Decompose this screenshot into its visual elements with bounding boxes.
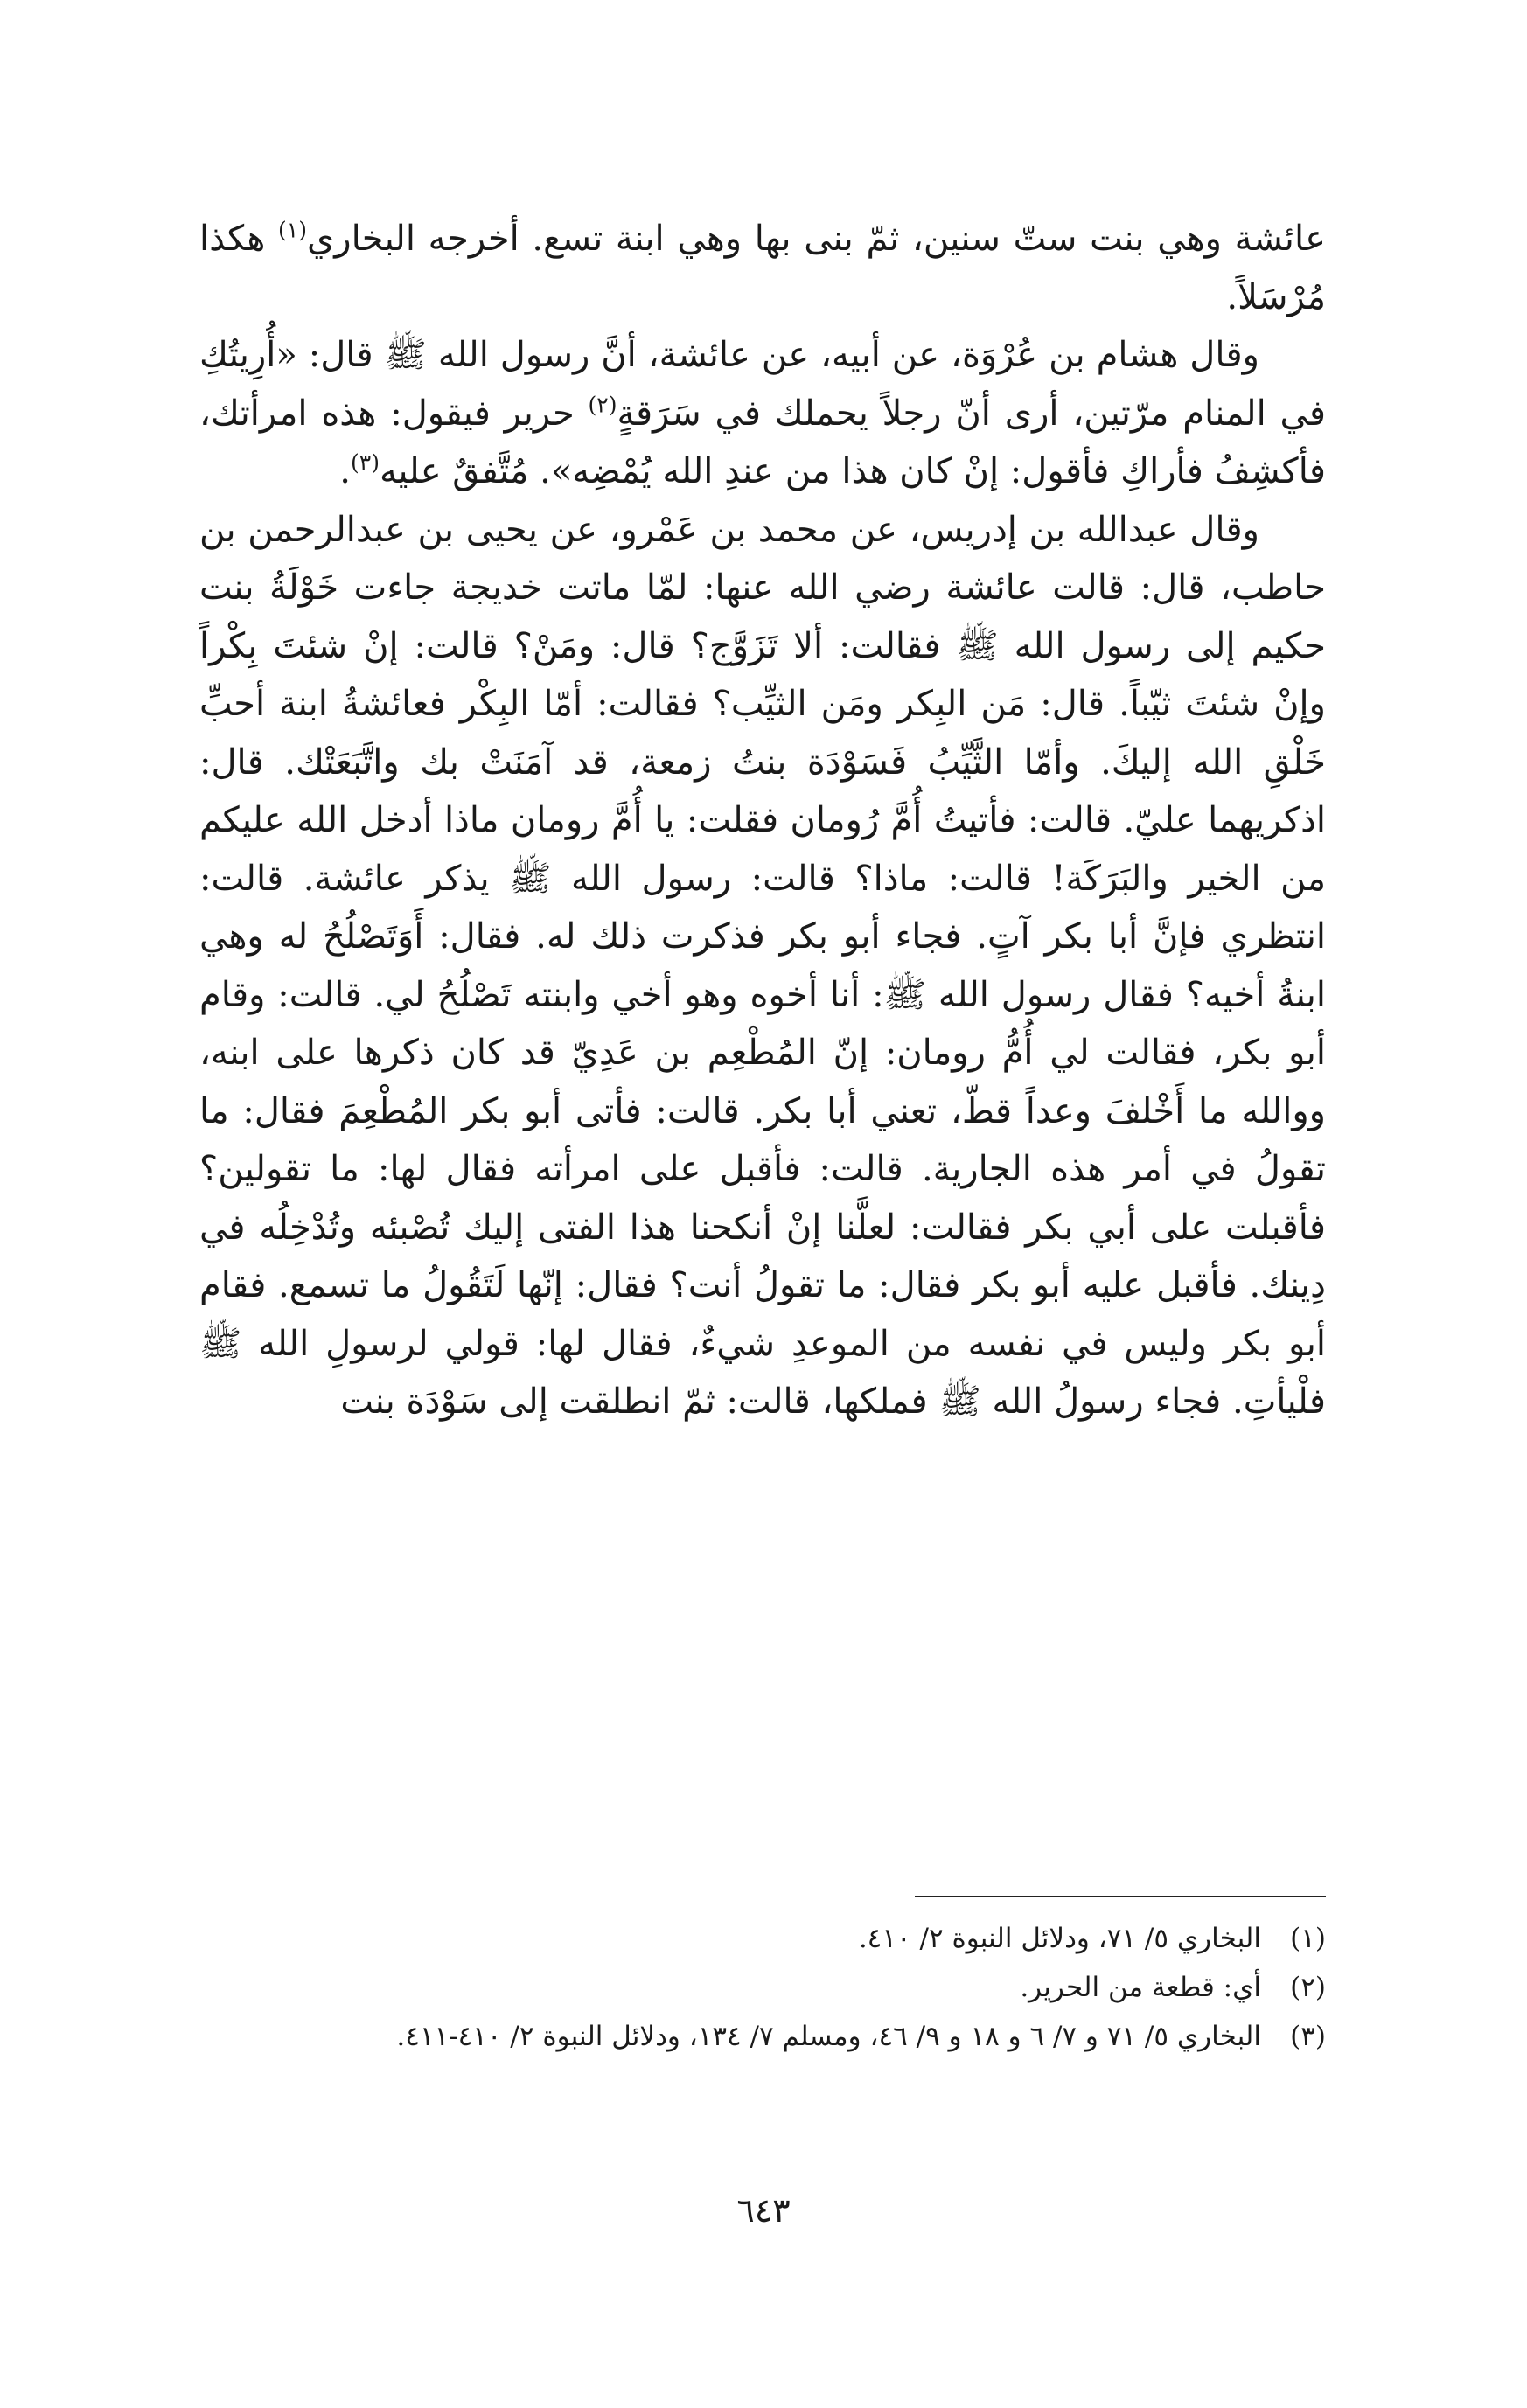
paragraph-1-text-a: عائشة وهي بنت ستّ سنين، ثمّ بنى بها وهي ابنة تسع. أخرجه البخاري [306, 219, 1326, 259]
footnote-1 [199, 1917, 1326, 1960]
footnote-2-number: (٢) [1290, 1972, 1326, 2003]
paragraph-2-text-b: حرير فيقول: هذه امرأتك، فأكشِفُ فأراكِ فأقول: إنْ كان هذا من عندِ الله يُمْضِه». مُتَّفقٌ عليه [199, 393, 1326, 491]
footnote-2 [199, 1966, 1326, 2009]
footnote-ref-3: (٣) [351, 449, 380, 476]
footnote-1-number: (١) [1290, 1923, 1326, 1954]
paragraph-1 [199, 210, 1326, 326]
page-number: ٦٤٣ [736, 2191, 791, 2230]
paragraph-2-text-a: وقال هشام بن عُرْوَة، عن أبيه، عن عائشة، أنَّ رسول الله ﷺ قال: «أُرِيتُكِ في المنام مرّتين، أرى أنّ رجلاً يحملك في سَرَقةٍ [199, 335, 1326, 434]
footnote-3 [199, 2015, 1326, 2058]
footnote-2-text: أي: قطعة من الحرير. [1020, 1972, 1261, 2003]
paragraph-2-text-c: . [339, 451, 351, 491]
footnotes [199, 1917, 1326, 2064]
paragraph-2 [199, 326, 1326, 501]
paragraph-1-text-b: هكذا مُرْسَلاً. [199, 219, 1326, 317]
footnote-ref-1: (١) [277, 217, 307, 243]
footnote-1-text: البخاري ٥/ ٧١، ودلائل النبوة ٢/ ٤١٠. [858, 1923, 1261, 1954]
footnote-divider [915, 1896, 1326, 1897]
paragraph-3 [199, 501, 1326, 1431]
main-text [199, 210, 1326, 1431]
footnote-3-text: البخاري ٥/ ٧١ و ٧/ ٦ و ١٨ و ٩/ ٤٦، ومسلم ٧/ ١٣٤، ودلائل النبوة ٢/ ٤١٠-٤١١. [396, 2021, 1261, 2052]
footnote-ref-2: (٢) [588, 392, 617, 418]
footnote-3-number: (٣) [1290, 2021, 1326, 2052]
paragraph-3-text: وقال عبدالله بن إدريس، عن محمد بن عَمْرو، عن يحيى بن عبدالرحمن بن حاطب، قال: قالت عائشة رضي الله عنها: لمّا ماتت خديجة جاءت خَوْلَةُ بنت حكيم إلى رسول الله ﷺ فقالت: ألا تَزَوَّج؟ قال: ومَنْ؟ قالت: إنْ شئتَ بِكْراً وإنْ شئتَ ثيّباً. قال: مَن البِكر ومَن الثيِّب؟ فقالت: أمّا البِكْر فعائشةُ ابنة أحبِّ خَلْقِ الله إليكَ. وأمّا الثَّيِّبُ فَسَوْدَة بنتُ زمعة، قد آمَنَتْ بك واتَّبَعَتْك. قال: اذكريهما عليّ. قالت: فأتيتُ أُمَّ رُومان فقلت: يا أُمَّ رومان ماذا أدخل الله عليكم من الخير والبَرَكَة! قالت: ماذا؟ قالت: رسول الله ﷺ يذكر عائشة. قالت: انتظري فإنَّ أبا بكر آتٍ. فجاء أبو بكر فذكرت ذلك له. فقال: أَوَتَصْلُحُ له وهي ابنةُ أخيه؟ فقال رسول الله ﷺ: أنا أخوه وهو أخي وابنته تَصْلُحُ لي. قالت: وقام أبو بكر، فقالت لي أُمُّ رومان: إنّ المُطْعِم بن عَدِيّ قد كان ذكرها على ابنه، ووالله ما أَخْلفَ وعداً قطّ، تعني أبا بكر. قالت: فأتى أبو بكر المُطْعِمَ فقال: ما تقولُ في أمر هذه الجارية. قالت: فأقبل على امرأته فقال لها: ما تقولين؟ فأقبلت على أبي بكر فقالت: لعلَّنا إنْ أنكحنا هذا الفتى إليك تُصْبئه وتُدْخِلُه في دِينك. فأقبل عليه أبو بكر فقال: ما تقولُ أنت؟ فقال: إنّها لَتَقُولُ ما تسمع. فقام أبو بكر وليس في نفسه من الموعدِ شيءٌ، فقال لها: قولي لرسولِ الله ﷺ فلْيأتِ. فجاء رسولُ الله ﷺ فملكها، قالت: ثمّ انطلقت إلى سَوْدَة بنت [199, 509, 1327, 1422]
